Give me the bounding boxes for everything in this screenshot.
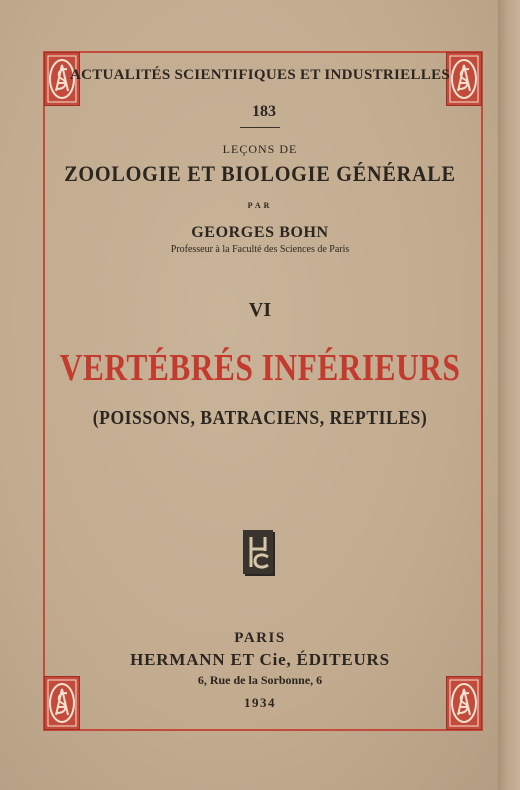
subheading: LEÇONS DE: [222, 142, 298, 156]
author-name: GEORGES BOHN: [191, 224, 329, 241]
volume-number: VI: [248, 299, 272, 321]
divider-rule: [240, 127, 280, 128]
publication-year: 1934: [244, 695, 276, 710]
author-affiliation: Professeur à la Faculté des Sciences de Paris: [170, 244, 350, 255]
book-title: VERTÉBRÉS INFÉRIEURS: [59, 347, 461, 389]
publisher-city: PARIS: [234, 630, 286, 646]
publisher-logo-icon: [242, 529, 278, 579]
publisher-address: 6, Rue de la Sorbonne, 6: [197, 673, 323, 687]
series-number: 183: [252, 103, 276, 120]
main-title: ZOOLOGIE ET BIOLOGIE GÉNÉRALE: [64, 161, 456, 186]
series-title: ACTUALITÉS SCIENTIFIQUES ET INDUSTRIELLES: [69, 67, 451, 83]
book-subtitle: (POISSONS, BATRACIENS, REPTILES): [92, 407, 428, 429]
publisher-name: HERMANN ET Cie, ÉDITEURS: [130, 650, 390, 669]
by-label: PAR: [247, 201, 273, 210]
